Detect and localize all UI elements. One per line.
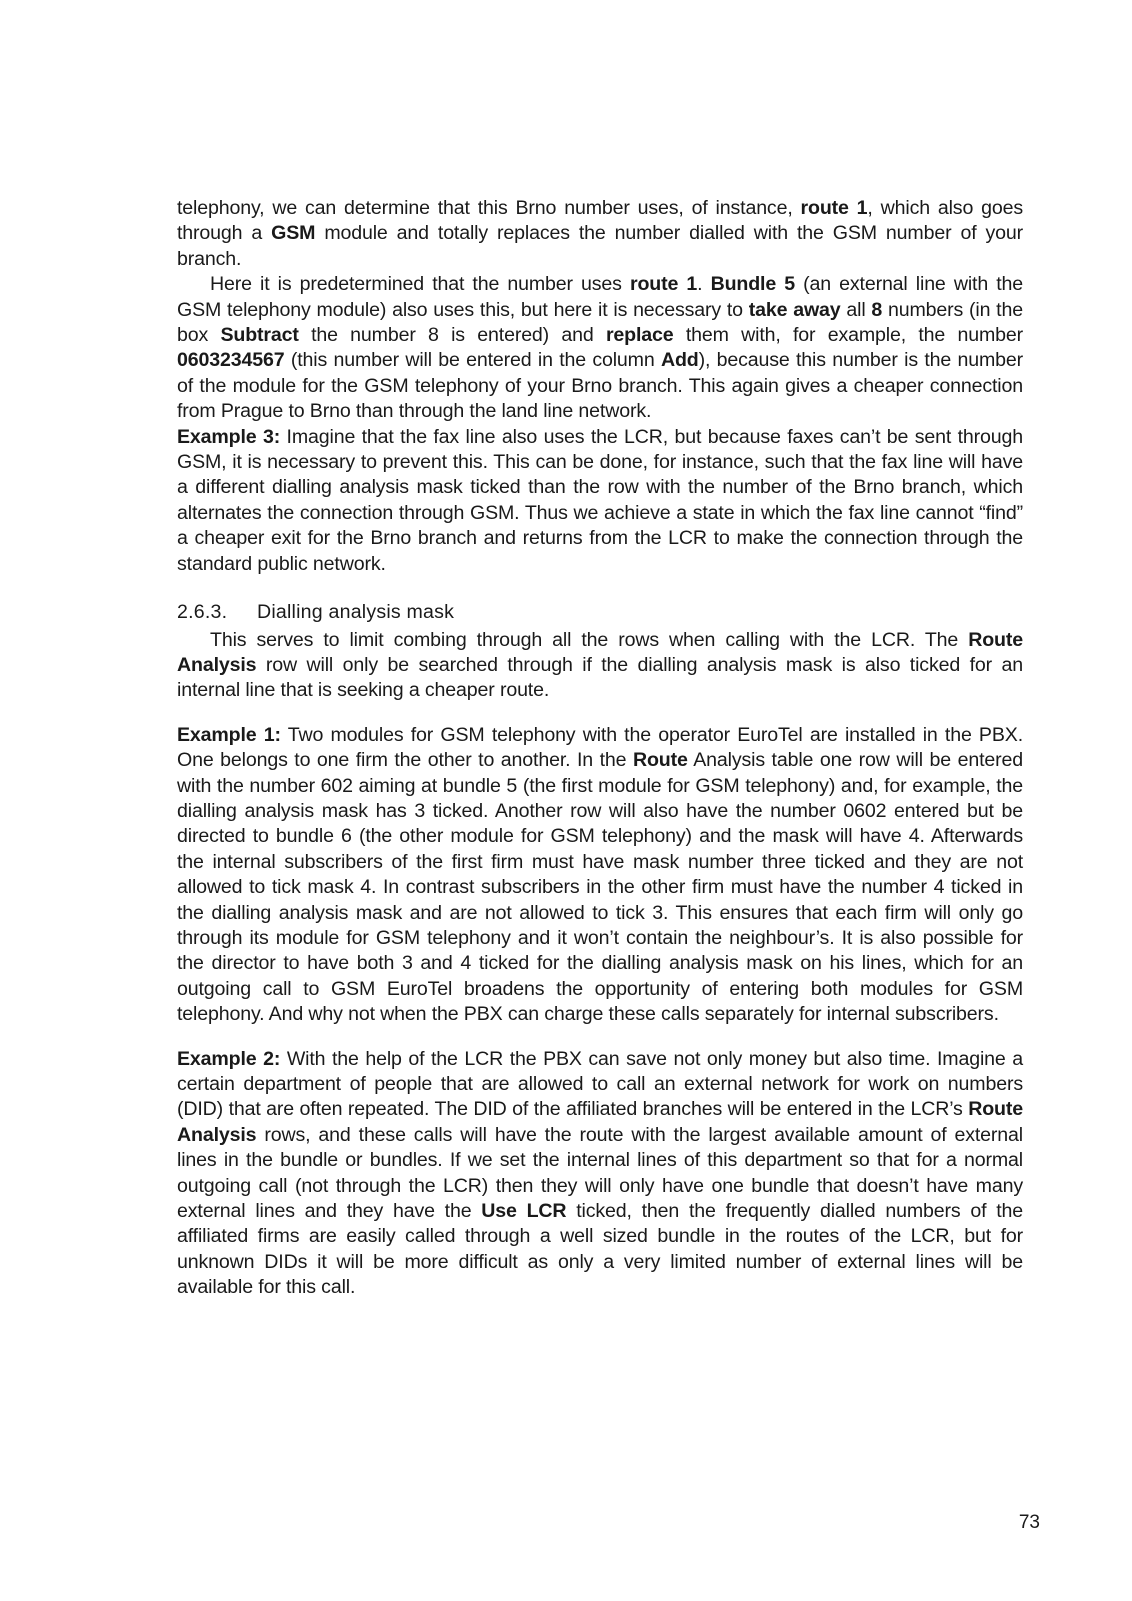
bold-term: take away	[748, 298, 841, 321]
text-run: module and totally replaces the number dialled with the GSM number of your branch.	[177, 222, 1023, 270]
text-run: Analysis table one row will be entered with the number 602 aiming at bundle 5 (the first module for GSM telephony) and, for example, the dialling analysis mask has 3 ticked. Another row will also have the number 0602 entered but be directed to bundle 6 (the other module for GSM telephony) and the mask will have 4. Afterwards the internal subscribers of the first firm must have mask number three ticked and they are not allowed to tick mask 4. In contrast subscribers in the other firm must have the number 4 ticked in the dialling analysis mask and are not allowed to tick 3. This ensures that each firm will only go through its module for GSM telephony and it won’t contain the neighbour’s. It is also possible for the director to have both 3 and 4 ticked for the dialling analysis mask on his lines, which for an outgoing call to GSM EuroTel broadens the opportunity of entering both modules for GSM telephony. And why not when the PBX can charge these calls separately for internal subscribers.	[177, 749, 1023, 1026]
page-number: 73	[1018, 1512, 1040, 1533]
bold-term: 0603234567	[177, 349, 285, 372]
text-run: row will only be searched through if the dialling analysis mask is also ticked for an internal line that is seeking a cheaper route.	[177, 653, 1023, 702]
text-run: (an external line with the GSM telephony module) also uses this, but here it is necessary to	[177, 273, 1024, 321]
bold-term: Add	[660, 349, 699, 372]
section-title: Dialling analysis mask	[257, 601, 455, 624]
paragraph-example-2	[177, 1047, 1023, 1301]
bold-term: Route	[632, 749, 688, 772]
text-run: ), because this number is the number of the module for the GSM telephony of your Brno branch. This again gives a cheaper connection from Prague to Brno than through the land line network.	[177, 349, 1023, 423]
text-run: all	[840, 298, 872, 321]
text-run: .	[697, 273, 711, 296]
text-run: Imagine that the fax line also uses the LCR, but because faxes can’t be sent through GSM, it is necessary to prevent this. This can be done, for instance, such that the fax line will have a different dialling analysis mask ticked than the row with the number of the Brno branch, which alternates the connection through GSM. Thus we achieve a state in which the fax line cannot “find” a cheaper exit for the Brno branch and returns from the LCR to make the connection through the standard public network.	[177, 425, 1023, 575]
paragraph-example-1	[177, 723, 1023, 1028]
text-run: , which also goes through a	[177, 197, 1023, 245]
page-body	[177, 196, 1023, 1301]
bold-term: Subtract	[220, 324, 299, 347]
bold-term: route 1	[629, 273, 698, 296]
text-run: ticked, then the frequently dialled numbers of the affiliated firms are easily called through a well sized bundle in the routes of the LCR, but for unknown DIDs it will be more difficult as only a very limited number of external lines will be available for this call.	[177, 1200, 1024, 1299]
text-run: Here it is predetermined that the number uses	[210, 273, 630, 296]
text-run: rows, and these calls will have the route with the largest available amount of external lines in the bundle or bundles. If we set the internal lines of this department so that for a normal outgoing call (not through the LCR) then they will only have one bundle that doesn’t have many external lines and they have the	[177, 1123, 1023, 1223]
paragraph-continuation	[177, 196, 1023, 272]
paragraph-example-3	[177, 425, 1023, 577]
bold-term: 8	[871, 298, 883, 321]
bold-term: Route Analysis	[177, 1098, 1023, 1146]
text-run: telephony, we can determine that this Brno number uses, of instance,	[177, 197, 801, 219]
text-run: Two modules for GSM telephony with the operator EuroTel are installed in the PBX. One belongs to one firm the other to another. In the	[177, 723, 1023, 772]
bold-term: Bundle 5	[710, 273, 795, 296]
text-run: the number 8 is entered) and	[298, 324, 606, 347]
bold-term: replace	[605, 324, 674, 347]
bold-term: Example 1:	[177, 723, 281, 746]
text-run: (this number will be entered in the column	[284, 349, 661, 372]
bold-term: Use LCR	[481, 1200, 567, 1223]
bold-term: Example 2:	[177, 1047, 281, 1070]
text-run: With the help of the LCR the PBX can save not only money but also time. Imagine a certain department of people that are allowed to call an external network for work on numbers (DID) that are often repeated. The DID of the affiliated branches will be entered in the LCR’s	[177, 1047, 1023, 1121]
bold-term: route 1	[800, 197, 868, 219]
section-heading	[177, 600, 1023, 625]
bold-term: Example 3:	[177, 425, 281, 448]
paragraph-route-explanation	[177, 272, 1023, 424]
bold-term: Route Analysis	[177, 628, 1023, 676]
bold-term: GSM	[271, 222, 316, 245]
section-number: 2.6.3.	[177, 601, 228, 624]
text-run: them with, for example, the number	[673, 324, 1024, 347]
text-run: numbers (in the box	[177, 298, 1023, 347]
text-run: This serves to limit combing through all the rows when calling with the LCR. The	[210, 628, 969, 651]
paragraph-mask-intro	[177, 628, 1023, 704]
